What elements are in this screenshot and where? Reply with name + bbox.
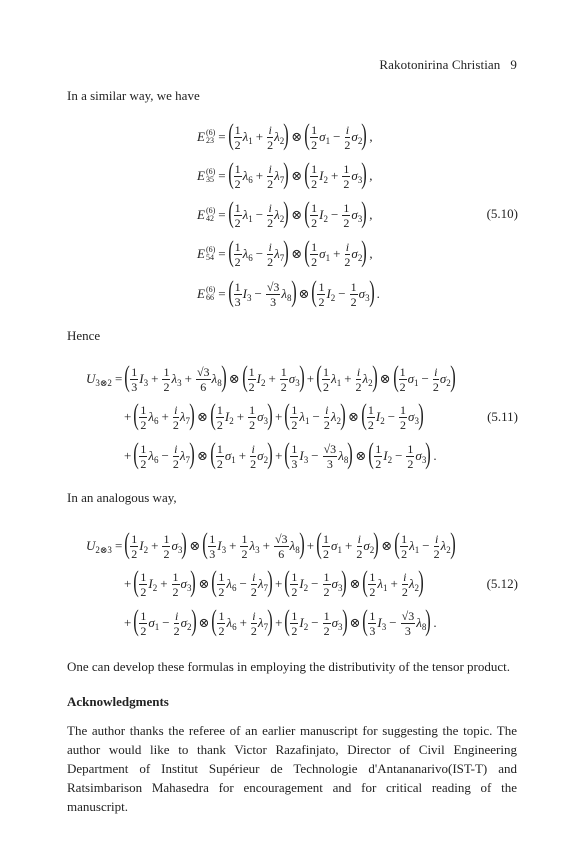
equation-number: (5.10) (486, 206, 518, 221)
acknowledgments-body: The author thanks the referee of an earlier manuscript for suggesting the topic. The author would like to thank Victor Razafinjato, Director of Civil Engineering Department of Institut Supérieur de Technologie d'Antananarivo(IST-T) and Ratsimbarison Mahasedra for encouragement and for critical reading of the manuscript. (67, 723, 517, 814)
eq-indices: (6) 35 (205, 167, 216, 184)
equation-number: (5.12) (486, 576, 518, 591)
eq-indices: (6) 54 (205, 245, 216, 262)
page-number: 9 (510, 57, 517, 72)
equation-line: E (6) 35 = ( $\frac{1}{2}$ λ 6 + $\frac{i}{2}$ λ 7 ) ⊗ ( $\frac{1}{2}$ I 2 + $\frac{1}{2}$ σ 3 ) , (197, 157, 373, 191)
eq-indices: (6) 23 (205, 128, 216, 145)
equation-line: + ( $\frac{1}{2}$ I 2 + $\frac{1}{2}$ σ 3 ) ⊗ ( $\frac{1}{2}$ λ 6 − $\frac{i}{2}$ λ 7 ) + ( $\frac{1}{2}$ I 2 − $\frac{1}{2}$ σ 3 ) ⊗ ( $\frac{1}{2}$ λ 1 + $\frac{i}{2}$ λ 2 ) (124, 565, 424, 599)
equation-line: U 3⊗2 = ( $\frac{1}{3}$ I 3 + $\frac{1}{2}$ λ 3 + $\frac{√3}{6}$ λ 8 ) ⊗ ( $\frac{1}{2}$ I 2 + $\frac{1}{2}$ σ 3 ) + ( $\frac{1}{2}$ λ 1 + $\frac{i}{2}$ λ 2 ) ⊗ ( $\frac{1}{2}$ σ 1 − $\frac{i}{2}$ σ 2 ) (86, 360, 456, 394)
equation-line: U 2⊗3 = ( $\frac{1}{2}$ I 2 + $\frac{1}{2}$ σ 3 ) ⊗ ( $\frac{1}{3}$ I 3 + $\frac{1}{2}$ λ 3 + $\frac{√3}{6}$ λ 8 ) + ( $\frac{1}{2}$ σ 1 + $\frac{i}{2}$ σ 2 ) ⊗ ( $\frac{1}{2}$ λ 1 − $\frac{i}{2}$ λ 2 ) (86, 527, 456, 561)
equation-number: (5.11) (487, 409, 518, 424)
equation-line: E (6) 54 = ( $\frac{1}{2}$ λ 6 − $\frac{i}{2}$ λ 7 ) ⊗ ( $\frac{1}{2}$ σ 1 + $\frac{i}{2}$ σ 2 ) , (197, 235, 373, 269)
intro-text: In a similar way, we have (67, 88, 200, 103)
eq-symbol: E (197, 246, 205, 261)
equation-line: + ( $\frac{1}{2}$ λ 6 + $\frac{i}{2}$ λ 7 ) ⊗ ( $\frac{1}{2}$ I 2 + $\frac{1}{2}$ σ 3 ) + ( $\frac{1}{2}$ λ 1 − $\frac{i}{2}$ λ 2 ) ⊗ ( $\frac{1}{2}$ I 2 − $\frac{1}{2}$ σ 3 ) (124, 398, 424, 432)
header-author: Rakotonirina Christian (379, 57, 501, 72)
analogous-text: In an analogous way, (67, 490, 177, 505)
eq-subscript: 3⊗2 (95, 377, 112, 388)
eq-symbol: E (197, 129, 205, 144)
equation-line: E (6) 23 = ( $\frac{1}{2}$ λ 1 + $\frac{i}{2}$ λ 2 ) ⊗ ( $\frac{1}{2}$ σ 1 − $\frac{i}{2}$ σ 2 ) , (197, 118, 373, 152)
equation-line: E (6) 66 = ( $\frac{1}{3}$ I 3 − $\frac{√3}{3}$ λ 8 ) ⊗ ( $\frac{1}{2}$ I 2 − $\frac{1}{2}$ σ 3 ) . (197, 275, 380, 309)
eq-subscript: 2⊗3 (95, 544, 112, 555)
eq-symbol: E (197, 207, 205, 222)
eq-indices: (6) 66 (205, 285, 216, 302)
hence-text: Hence (67, 328, 101, 343)
develop-text: One can develop these formulas in employing the distributivity of the tensor product. (67, 659, 510, 674)
eq-symbol: E (197, 286, 205, 301)
equation-line: E (6) 42 = ( $\frac{1}{2}$ λ 1 − $\frac{i}{2}$ λ 2 ) ⊗ ( $\frac{1}{2}$ I 2 − $\frac{1}{2}$ σ 3 ) , (197, 196, 373, 230)
equation-line: + ( $\frac{1}{2}$ σ 1 − $\frac{i}{2}$ σ 2 ) ⊗ ( $\frac{1}{2}$ λ 6 + $\frac{i}{2}$ λ 7 ) + ( $\frac{1}{2}$ I 2 − $\frac{1}{2}$ σ 3 ) ⊗ ( $\frac{1}{3}$ I 3 − $\frac{√3}{3}$ λ 8 ) . (124, 604, 437, 638)
running-header (379, 57, 517, 73)
eq-symbol: U (86, 538, 96, 553)
eq-symbol: E (197, 168, 205, 183)
acknowledgments-heading: Acknowledgments (67, 694, 169, 709)
eq-indices: (6) 42 (205, 206, 216, 223)
eq-symbol: U (86, 371, 96, 386)
equation-line: + ( $\frac{1}{2}$ λ 6 − $\frac{i}{2}$ λ 7 ) ⊗ ( $\frac{1}{2}$ σ 1 + $\frac{i}{2}$ σ 2 ) + ( $\frac{1}{3}$ I 3 − $\frac{√3}{3}$ λ 8 ) ⊗ ( $\frac{1}{2}$ I 2 − $\frac{1}{2}$ σ 3 ) . (124, 437, 437, 471)
